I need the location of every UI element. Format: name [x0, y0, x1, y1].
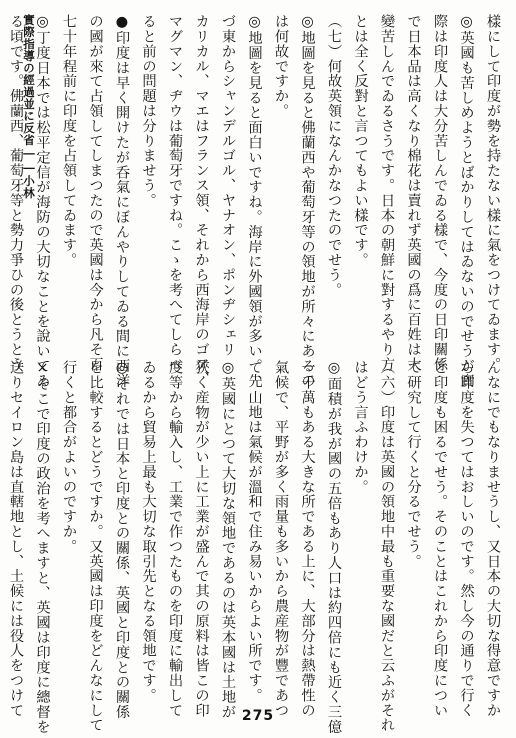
- text-column: ゐるから貿易上最も大切な取引先となる領地です。: [140, 360, 157, 703]
- text-column: 度等から輸入し、工業で作つたものを印度に輸出して: [167, 360, 183, 718]
- text-column: ◎それでは日本と印度との關係、英國と印度との關係: [114, 360, 130, 720]
- text-column: 際は印度人は大分苦しんでゐる樣で、今度の日印關係: [432, 14, 448, 372]
- text-column: 一千萬もある大きな所である上に、大部分は熱帶性の: [299, 360, 316, 718]
- text-column: て研究して行くと分るでせう。: [405, 360, 422, 569]
- text-column: と印度も困るでせう。そのことはこれから印度につい: [432, 360, 448, 718]
- text-column: ●印度は早く開けたが呑氣にぼんやりしてゐる間に西洋: [114, 14, 130, 389]
- text-column: 變苦しんでゐるさうです。日本の朝鮮に對するやり方: [379, 14, 395, 372]
- text-column: ◎面積が我が國の五倍もあり人口は約四倍にも近く三億: [326, 360, 342, 735]
- text-column: んなにでもなりませうし、又日本の大切な得意ですか: [485, 360, 501, 718]
- text-column: カリカル、マエはフランス領、それから西海岸のゴア、: [193, 14, 210, 387]
- text-column: は何故ですか。: [273, 14, 289, 119]
- text-column: で日本品は高くなり棉花は賣れず英國の爲に百姓は大: [405, 14, 422, 372]
- text-column: はどう言ふわけか。: [352, 360, 369, 495]
- text-column: ◎丁度日本では松平定信が海防の大切なことを說いてゐ: [34, 14, 51, 389]
- text-column: て、山地は氣候が溫和で住み易いからよい所です。: [246, 360, 263, 703]
- text-column: ×そこで印度の政治を考へますと、英國は印度に總督を: [34, 360, 51, 735]
- text-column: 七十年程前に印度を占領してゐます。: [61, 14, 77, 268]
- text-column: [0, 14, 3, 352]
- text-column: 樣にして印度が勢を持たない樣に氣をつけてゐます。: [485, 14, 501, 372]
- text-column: マグマン、ヂウは葡萄牙ですね。こゝを考へてしらべ: [167, 14, 183, 372]
- text-column: ら印度を失つてはおしいのです。然し今の通りで行く: [458, 360, 475, 718]
- text-column: （七）何故英領になんかなつたのでせう。: [326, 14, 342, 298]
- text-column: 狹く産物が少い上に工業が盛んで其の原料は皆この印: [193, 360, 210, 718]
- text-column: を比較するとどうですか。又英國は印度をどんなにして: [87, 360, 104, 733]
- text-column: ◎地圖を見ると佛蘭西や葡萄牙等の領地が所々にあるの: [299, 14, 316, 389]
- text-column: 氣候で、平野が多く雨量も多いから農産物が豐であつ: [273, 360, 289, 718]
- text-column: とは全く反對と言つてもよい樣です。: [352, 14, 369, 268]
- text-column: 行くと都合がよいのですか。: [61, 360, 77, 554]
- text-column: ◎英國も苦しめようとばかりしてはゐないのでせうが實: [458, 14, 475, 389]
- text-column: づ東からシャンデルゴル、ヤナオン、ポンヂシェリ: [220, 14, 236, 357]
- text-column: [0, 360, 3, 694]
- text-column: ◎地圖を見ると面白いですね。海岸に外國領が多い。先: [246, 14, 263, 389]
- text-column: 送りセイロン島は直轄地とし、土候には役人をつけて: [8, 360, 24, 718]
- text-column: ると前の問題は分りませう。: [140, 14, 157, 208]
- page-number: 275: [241, 708, 275, 724]
- text-column: （六）印度は英國の領地中最も重要な國だと云ふがそれ: [379, 360, 395, 733]
- text-column: の國が來て占領してしまつたので英國は今から凡そ百: [87, 14, 104, 372]
- text-column: る頃です。佛蘭西、葡萄牙等と勢力爭ひの後とうとう: [8, 14, 24, 372]
- text-column: ◎英國にとつて大切な領地であるのは英本國は土地が: [220, 360, 236, 720]
- running-head: 實際指導の經過並に反省――小林: [22, 14, 36, 199]
